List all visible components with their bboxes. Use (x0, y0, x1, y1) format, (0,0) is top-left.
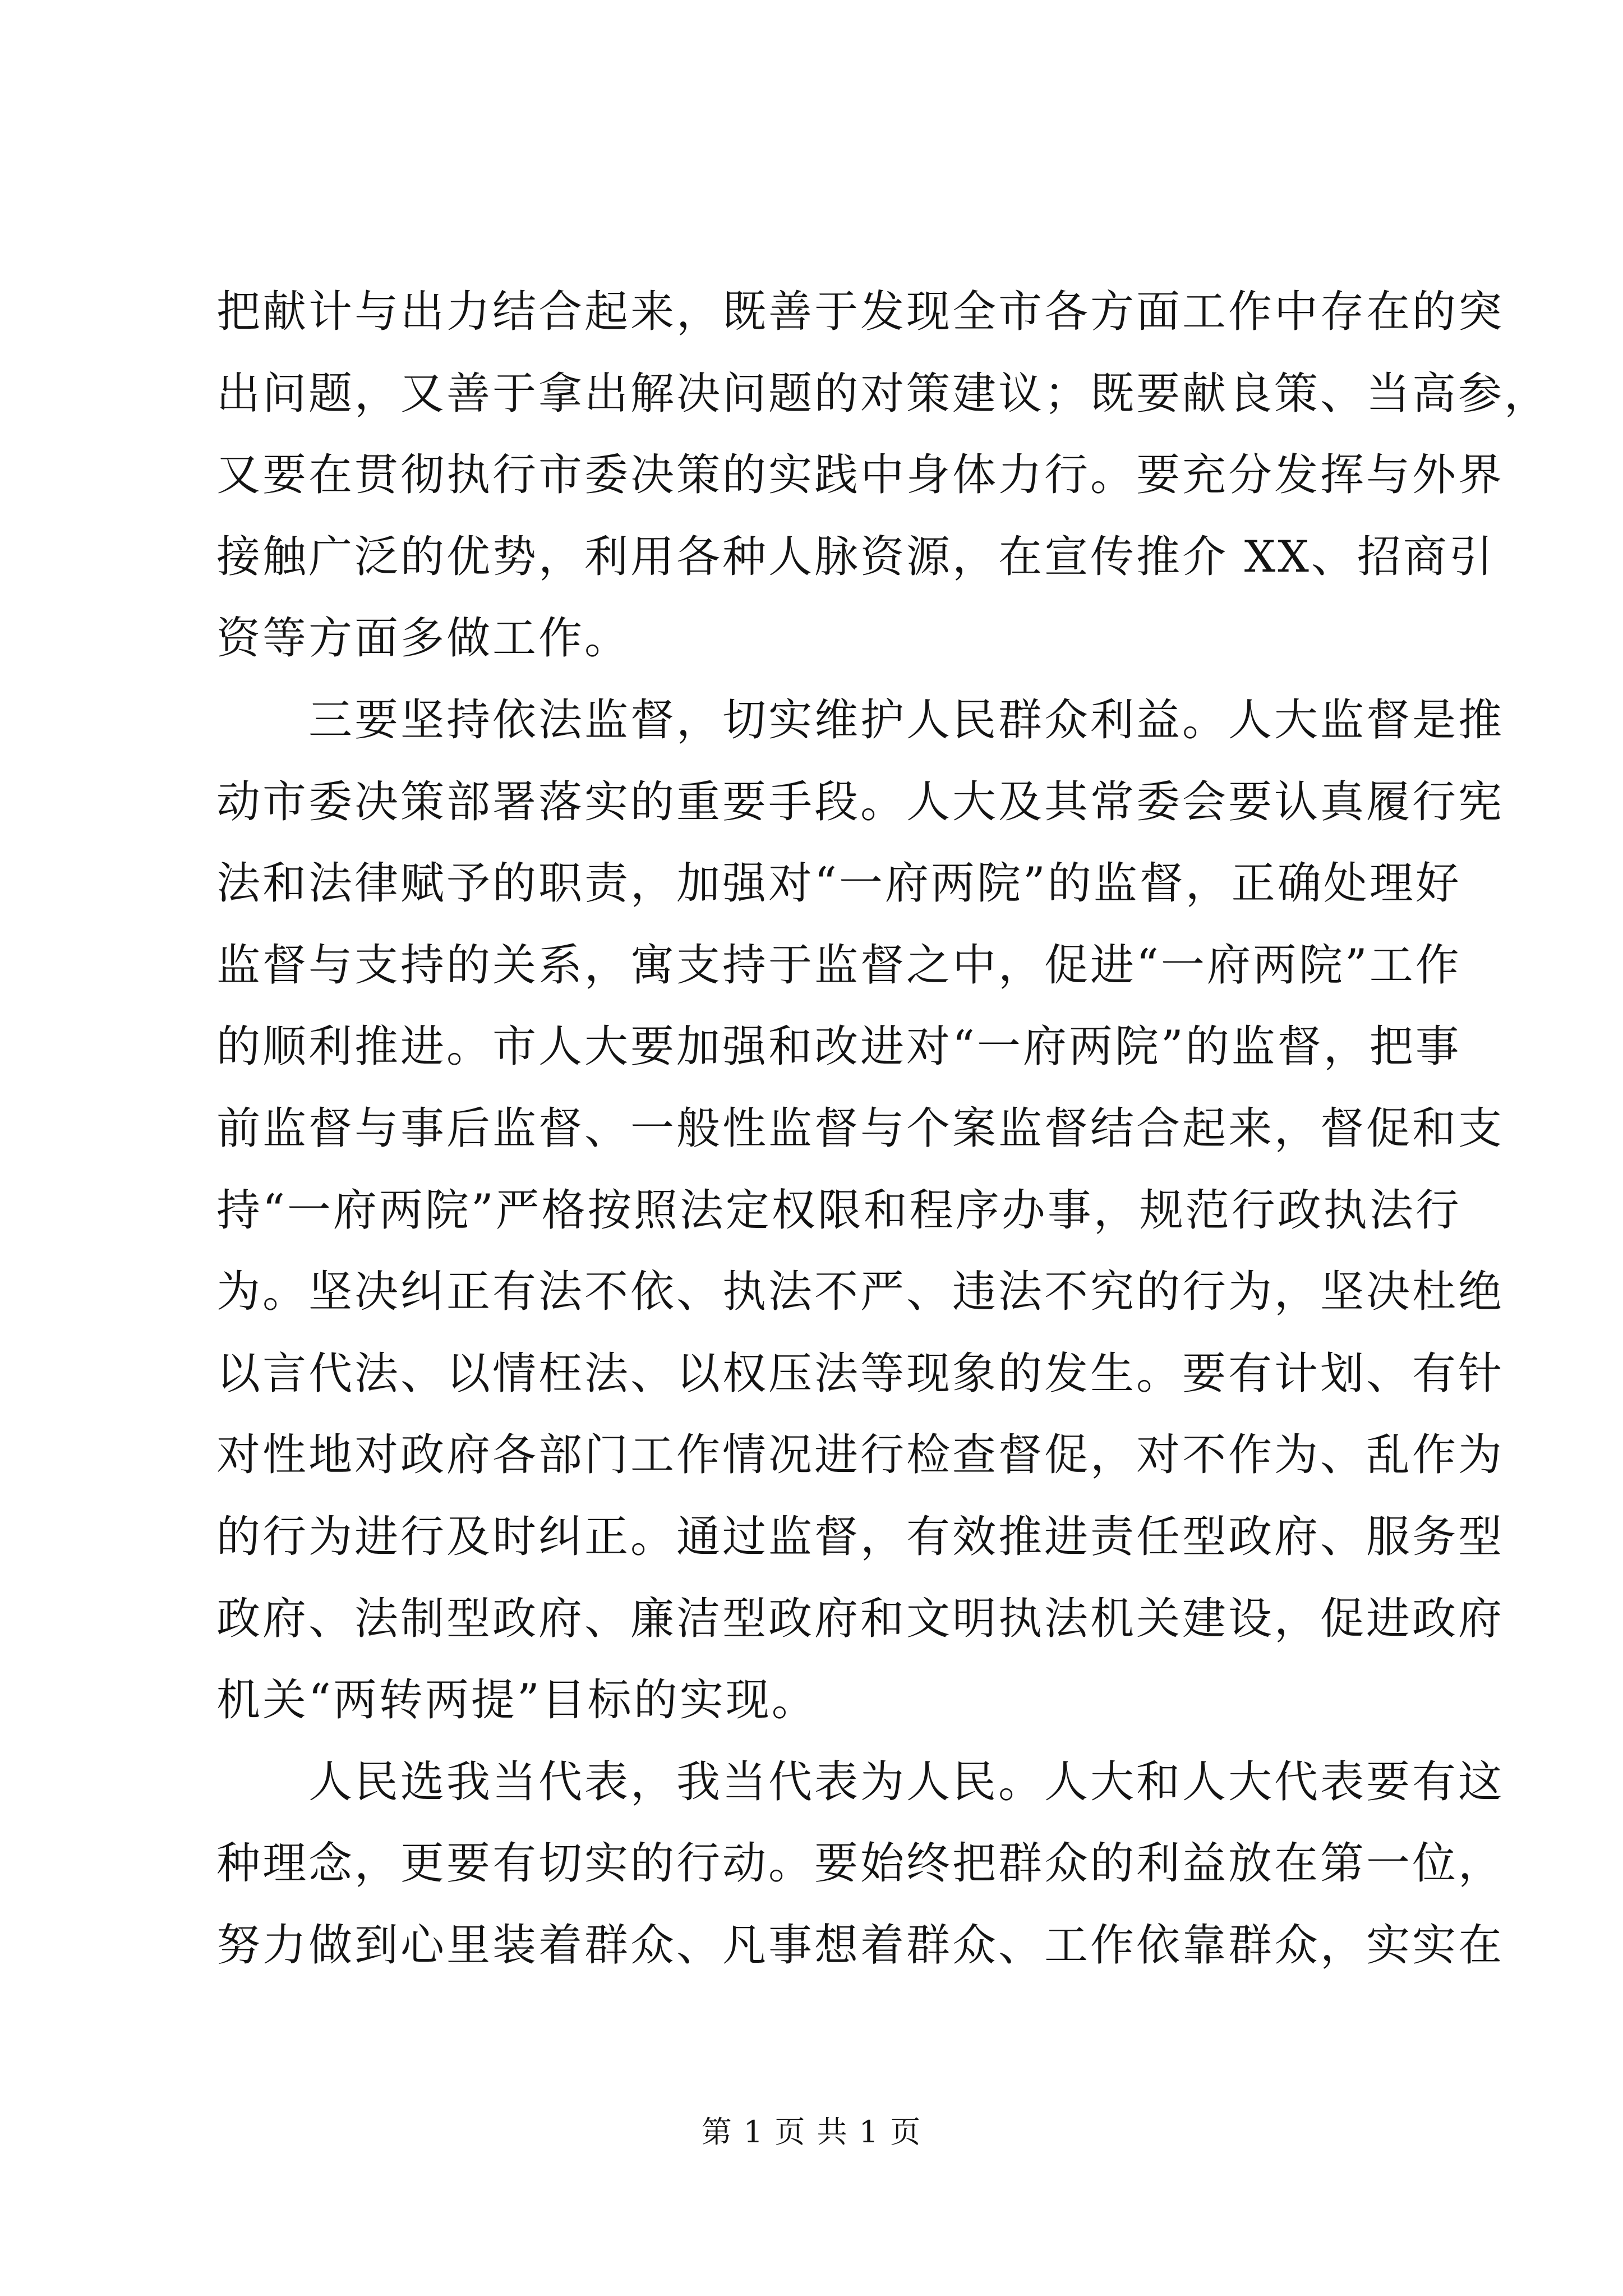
text-line: 的行为进行及时纠正。通过监督，有效推进责任型政府、服务型 (216, 1511, 1505, 1562)
text-line: 前监督与事后监督、一般性监督与个案监督结合起来，督促和支 (216, 1103, 1505, 1154)
text-line: 出问题，又善于拿出解决问题的对策建议；既要献良策、当高参， (216, 368, 1551, 419)
text-line: 政府、法制型政府、廉洁型政府和文明执法机关建设，促进政府 (216, 1593, 1505, 1644)
text-line: 持“一府两院”严格按照法定权限和程序办事，规范行政执法行 (216, 1185, 1461, 1236)
page-footer: 第 1 页 共 1 页 (701, 2114, 922, 2150)
text-line: 人民选我当代表，我当代表为人民。人大和人大代表要有这 (216, 1756, 1505, 1807)
text-line: 资等方面多做工作。 (216, 613, 631, 664)
text-line: 种理念，更要有切实的行动。要始终把群众的利益放在第一位， (216, 1838, 1505, 1889)
text-line: 接触广泛的优势，利用各种人脉资源，在宣传推介 XX、招商引 (216, 531, 1495, 582)
text-line: 努力做到心里装着群众、凡事想着群众、工作依靠群众，实实在 (216, 1920, 1505, 1971)
text-line: 机关“两转两提”目标的实现。 (216, 1675, 818, 1726)
text-line: 动市委决策部署落实的重要手段。人大及其常委会要认真履行宪 (216, 776, 1505, 827)
text-line: 三要坚持依法监督，切实维护人民群众利益。人大监督是推 (216, 694, 1505, 746)
text-line: 又要在贯彻执行市委决策的实践中身体力行。要充分发挥与外界 (216, 450, 1505, 501)
text-line: 以言代法、以情枉法、以权压法等现象的发生。要有计划、有针 (216, 1348, 1505, 1399)
text-line: 对性地对政府各部门工作情况进行检查督促，对不作为、乱作为 (216, 1430, 1505, 1481)
text-line: 监督与支持的关系，寓支持于监督之中，促进“一府两院”工作 (216, 940, 1461, 991)
document-body (216, 272, 1551, 1986)
text-line: 法和法律赋予的职责，加强对“一府两院”的监督，正确处理好 (216, 858, 1461, 909)
text-line: 把献计与出力结合起来，既善于发现全市各方面工作中存在的突 (216, 287, 1505, 337)
text-line: 为。坚决纠正有法不依、执法不严、违法不究的行为，坚决杜绝 (216, 1267, 1505, 1318)
text-line: 的顺利推进。市人大要加强和改进对“一府两院”的监督，把事 (216, 1022, 1461, 1073)
